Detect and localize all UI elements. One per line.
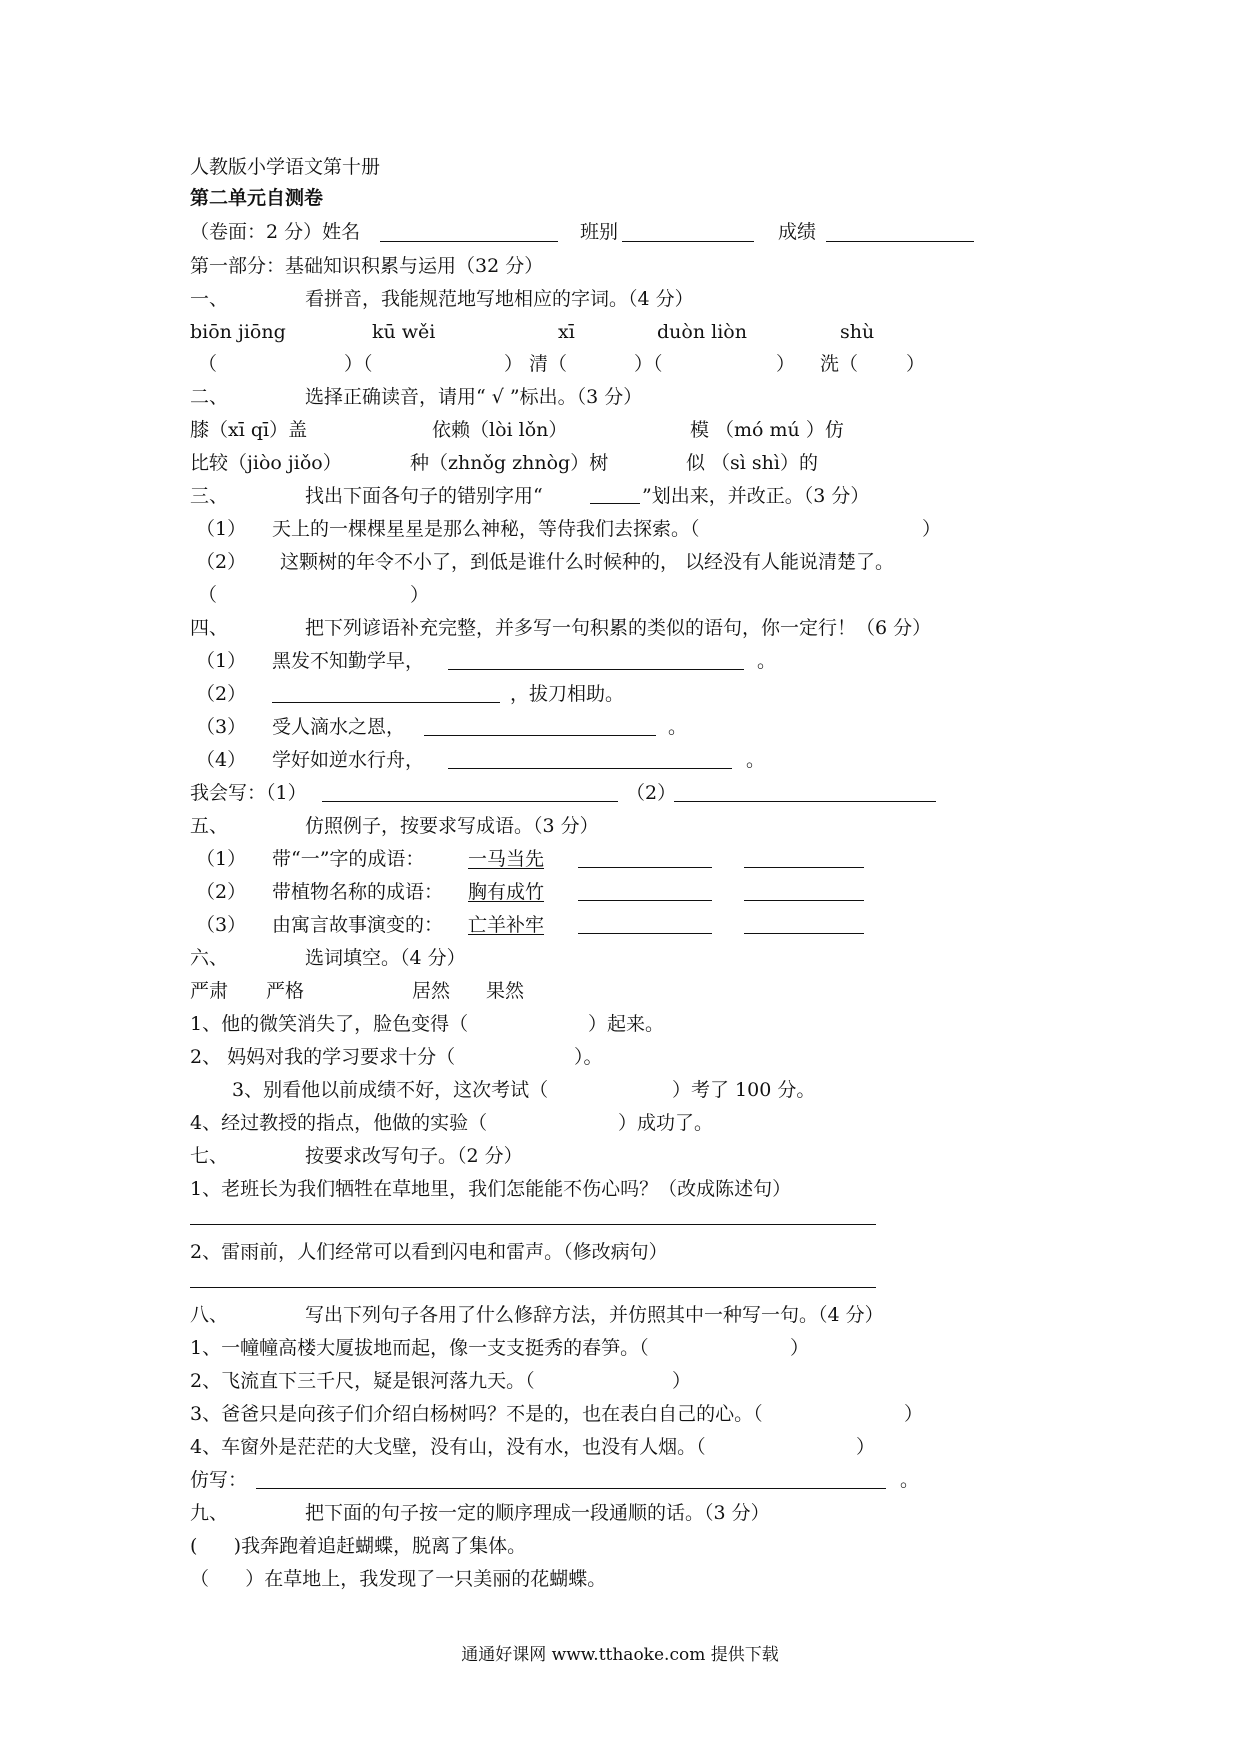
q6-sentence-4: 4、经过教授的指点，他做的实验（ [190,1112,488,1134]
q5-blank[interactable] [578,900,712,901]
q6-word: 严格 [266,980,305,1002]
q5-blank[interactable] [578,867,712,868]
q8-s1-end: ） [790,1337,810,1359]
q8-s4-end: ） [856,1436,876,1458]
q6-s1-end: ）起来。 [588,1013,665,1035]
q8-sentence-2: 2、飞流直下三千尺，疑是银河落九天。（ [190,1370,535,1392]
q5-blank[interactable] [578,933,712,934]
q7-title: 按要求改写句子。（2 分） [305,1145,523,1167]
q4-item-end: 。 [668,716,688,738]
q1-pinyin-2: kū wěi [372,321,436,343]
q6-s4-end: ）成功了。 [618,1112,714,1134]
q2-item: 依赖（lòi lǒn） [432,419,568,441]
publisher: 人教版小学语文第十册 [190,156,381,178]
q5-blank[interactable] [744,900,864,901]
q7-sentence-1: 1、老班长为我们牺牲在草地里，我们怎能能不伤心吗？（改成陈述句） [190,1178,792,1200]
q4-write-label: 我会写：（1） [190,782,307,804]
q4-item-text: 学好如逆水行舟， [272,749,425,771]
q6-s3-end: ）考了 100 分。 [672,1079,816,1101]
q4-title: 把下列谚语补充完整，并多写一句积累的类似的语句，你一定行！（6 分） [305,617,932,639]
q3-s2-paren: （ [198,584,218,606]
q8-sentence-3: 3、爸爸只是向孩子们介绍白杨树吗？不是的，也在表白自己的心。（ [190,1403,763,1425]
q4-item-text: 黑发不知勤学早， [272,650,425,672]
q5-number: 五、 [190,815,229,837]
q3-title-a: 找出下面各句子的错别字用“ [305,485,543,507]
q8-imitate-blank[interactable] [256,1488,886,1489]
q1-paren: ） [906,353,926,375]
q1-number: 一、 [190,288,229,310]
q5-title: 仿照例子，按要求写成语。（3 分） [305,815,599,837]
q4-item-num: （4） [196,749,247,771]
q2-item: 膝（xī qī）盖 [190,419,308,441]
q3-s1-end: ） [922,518,942,540]
score-label: （卷面：2 分）姓名 [190,221,361,243]
q6-sentence-2: 2、 妈妈对我的学习要求十分（ [190,1046,456,1068]
q8-imitate-end: 。 [900,1469,920,1491]
name-blank[interactable] [380,241,558,242]
q5-item-text: 带植物名称的成语： [272,881,444,903]
q1-paren: ） 清（ [504,353,568,375]
q6-word: 居然 [412,980,451,1002]
part-one-heading: 第一部分：基础知识积累与运用（32 分） [190,255,544,277]
q4-blank[interactable] [448,768,732,769]
q1-paren: 洗（ [820,353,859,375]
q1-paren: ）（ [634,353,663,375]
q8-number: 八、 [190,1304,229,1326]
q4-blank[interactable] [272,702,500,703]
footer-credit: 通通好课网 www.tthaoke.com 提供下载 [461,1645,779,1665]
q2-item: 种（zhnǒg zhnòg）树 [410,452,609,474]
grade-blank[interactable] [826,241,974,242]
q6-title: 选词填空。（4 分） [305,947,466,969]
q3-s2-num: （2） [196,551,247,573]
q7-answer-line-2[interactable] [190,1287,876,1288]
q8-sentence-1: 1、一幢幢高楼大厦拔地而起，像一支支挺秀的春笋。（ [190,1337,649,1359]
q9-number: 九、 [190,1502,229,1524]
grade-label: 成绩 [778,221,817,243]
q9-title: 把下面的句子按一定的顺序理成一段通顺的话。（3 分） [305,1502,770,1524]
q4-blank[interactable] [424,735,656,736]
q4-item-end: 。 [746,749,766,771]
q1-paren: ）（ [344,353,373,375]
q3-number: 三、 [190,485,229,507]
q7-number: 七、 [190,1145,229,1167]
q3-underline-sample [590,503,640,504]
q6-sentence-3: 3、别看他以前成绩不好，这次考试（ [232,1079,549,1101]
q8-s2-end: ） [672,1370,692,1392]
q2-title: 选择正确读音，请用“ √ ”标出。（3 分） [305,386,643,408]
q6-number: 六、 [190,947,229,969]
q5-example: 一马当先 [468,848,545,870]
q6-word: 果然 [486,980,525,1002]
q5-item-num: （1） [196,848,247,870]
q2-item: 比较（jiòo jiǒo） [190,452,342,474]
q4-item-end: 。 [757,650,777,672]
q4-item-text: 受人滴水之恩， [272,716,406,738]
q8-imitate-label: 仿写： [190,1469,248,1491]
q1-pinyin-5: shù [840,321,875,343]
q3-s1-num: （1） [196,518,247,540]
q5-example: 亡羊补牢 [468,914,545,936]
q5-item-num: （3） [196,914,247,936]
q5-item-num: （2） [196,881,247,903]
q2-item: 模 （mó mú ）仿 [690,419,844,441]
q1-pinyin-4: duòn liòn [657,321,747,343]
q5-blank[interactable] [744,867,864,868]
exam-title: 第二单元自测卷 [190,187,324,209]
q5-item-text: 由寓言故事演变的： [272,914,444,936]
q9-sentence-1: ( )我奔跑着追赶蝴蝶，脱离了集体。 [190,1535,527,1557]
class-label: 班别 [580,221,619,243]
q4-write-blank-2[interactable] [674,801,936,802]
q4-item-num: （1） [196,650,247,672]
q4-blank[interactable] [448,669,744,670]
q3-sentence-2: 这颗树的年令不小了，到低是谁什么时候种的， 以经没有人能说清楚了。 [280,551,895,573]
q7-answer-line-1[interactable] [190,1224,876,1225]
q8-s3-end: ） [904,1403,924,1425]
q4-number: 四、 [190,617,229,639]
q9-sentence-2: （ ）在草地上，我发现了一只美丽的花蝴蝶。 [190,1568,607,1590]
q7-sentence-2: 2、雷雨前，人们经常可以看到闪电和雷声。（修改病句） [190,1241,668,1263]
q1-paren: （ [198,353,218,375]
q8-sentence-4: 4、车窗外是茫茫的大戈壁，没有山，没有水，也没有人烟。（ [190,1436,706,1458]
q4-write-label-2: （2） [626,782,677,804]
q4-item-num: （2） [196,683,247,705]
class-blank[interactable] [622,241,754,242]
q3-s2-paren: ） [410,584,430,606]
q8-title: 写出下列句子各用了什么修辞方法，并仿照其中一种写一句。（4 分） [305,1304,884,1326]
q4-write-blank-1[interactable] [322,801,618,802]
q6-word: 严肃 [190,980,229,1002]
q6-s2-end: ）。 [574,1046,603,1068]
q1-paren: ） [776,353,796,375]
q2-number: 二、 [190,386,229,408]
q5-item-text: 带“一”字的成语： [272,848,425,870]
q2-item: 似 （sì shì）的 [686,452,818,474]
q5-example: 胸有成竹 [468,881,545,903]
q5-blank[interactable] [744,933,864,934]
q3-title-b: ”划出来，并改正。（3 分） [642,485,870,507]
q4-item-end: ，拔刀相助。 [510,683,625,705]
q1-pinyin-1: biōn jiōng [190,321,286,343]
q1-pinyin-3: xī [558,321,575,343]
q6-sentence-1: 1、他的微笑消失了，脸色变得（ [190,1013,469,1035]
q4-item-num: （3） [196,716,247,738]
q1-title: 看拼音，我能规范地写地相应的字词。（4 分） [305,288,694,310]
q3-sentence-1: 天上的一棵棵星星是那么神秘，等侍我们去探索。（ [272,518,700,540]
